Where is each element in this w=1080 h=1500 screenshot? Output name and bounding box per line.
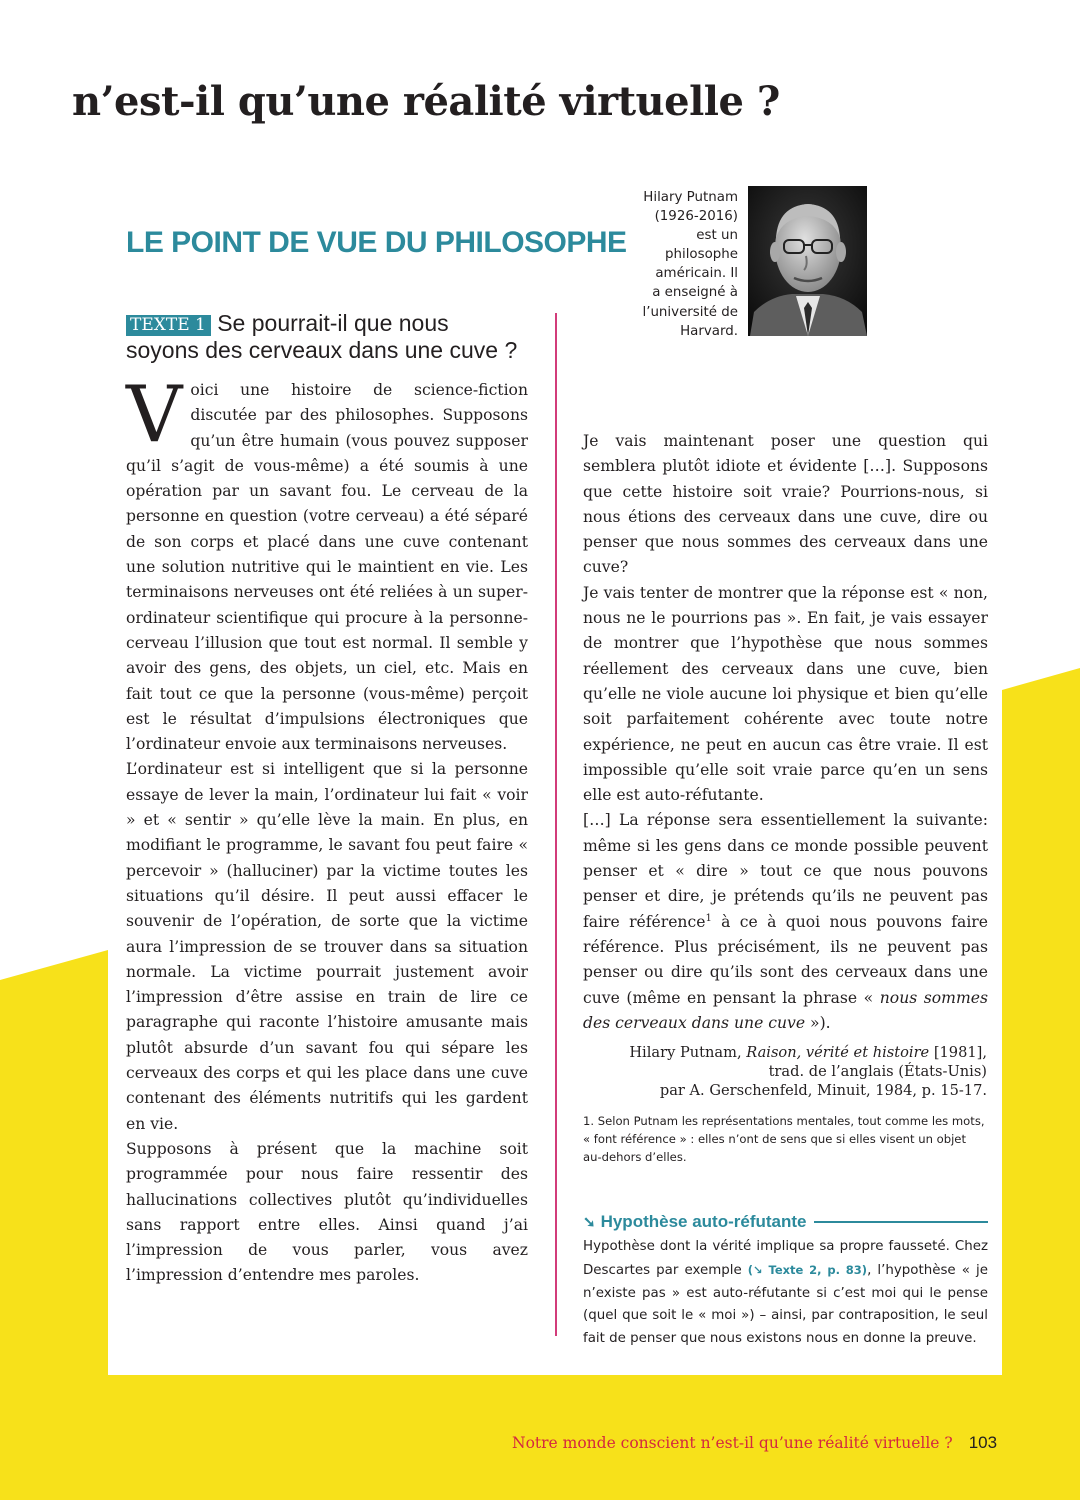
author-caption <box>610 188 738 341</box>
page-heading: n’est-il qu’une réalité virtuelle ? <box>72 78 780 125</box>
paragraph-text: à ce à quoi nous pouvons faire référence. Plus précisément, ils ne peuvent pas penser ou dire qu’ils sont des cerveaux dans une cuve (même en pensant la phrase « <box>583 912 988 1007</box>
definition-text: , l’hypothèse « je n’existe pas » est auto-réfutante si c’est moi qui le pense (quel que soit le « moi ») – ainsi, par contraposition, le seul fait de penser que nous existons nous en donne la preuve. <box>583 1262 988 1347</box>
paragraph: Supposons à présent que la machine soit programmée pour nous faire ressentir des hallucinations collectives plutôt qu’individuelles sans rapport entre elles. Ainsi quand j’ai l’impression de vous parler, vous avez l’impression d’entendre mes paroles. <box>126 1139 528 1285</box>
caption-line: (1926-2016) <box>654 209 738 225</box>
left-column <box>126 370 528 1289</box>
citation-line <box>583 1043 987 1062</box>
column-divider <box>555 313 557 1336</box>
caption-line: l’université de <box>642 304 738 320</box>
paragraph: Je vais maintenant poser une question qui semblera plutôt idiote et évidente […]. Supposons que cette histoire soit vraie? Pourrions-nous, si nous étions des cerveaux dans une cuve, dire ou penser que nous sommes des cerveaux dans une cuve? <box>583 432 988 577</box>
paragraph: Je vais tenter de montrer que la réponse est « non, nous ne le pourrions pas ». En fait, je vais essayer de montrer que l’hypothèse que nous sommes réellement des cerveaux dans une cuve, bien qu’elle ne viole aucune loi physique et bien qu’elle soit parfaitement cohérente avec toute notre expérience, ne peut en aucun cas être vraie. Il est impossible qu’elle soit vraie parce qu’en un sens elle est auto-réfutante. <box>583 583 988 805</box>
citation-year: [1981], <box>929 1044 987 1061</box>
definition-title <box>583 1212 988 1232</box>
portrait-photo-icon <box>748 186 867 336</box>
text-title: Se pourrait-il que nous soyons des cerveaux dans une cuve ? <box>126 310 518 363</box>
caption-line: américain. Il <box>655 266 738 282</box>
paragraph <box>583 808 988 1036</box>
section-title: LE POINT DE VUE DU PHILOSOPHE <box>126 226 627 259</box>
footer-title: Notre monde conscient n’est-il qu’une réalité virtuelle ? <box>512 1434 953 1452</box>
page-footer <box>512 1433 997 1453</box>
paragraph: L’ordinateur est si intelligent que si la personne essaye de lever la main, l’ordinateur lui fait « voir » et « sentir » qu’elle lève la main. En plus, en modifiant le programme, le savant fou peut faire « percevoir » (halluciner) par la victime toutes les situations qu’il désire. Il peut aussi effacer le souvenir de l’opération, de sorte que la victime aura l’impression de se trouver dans sa situation normale. La victime pourrait justement avoir l’impression d’être assise en train de lire ce paragraphe qui raconte l’histoire amusante mais plutôt absurde d’un savant fou qui sépare les cerveaux des corps et qui les place dans une cuve contenant des éléments nutritifs qui les gardent en vie. <box>126 760 528 1133</box>
cross-reference-link[interactable]: (↘ Texte 2, p. 83) <box>747 1262 868 1277</box>
right-column <box>583 429 988 1036</box>
definition-body <box>583 1236 988 1351</box>
text-badge: TEXTE 1 <box>126 315 211 336</box>
paragraph <box>126 370 528 757</box>
definition-title-text: Hypothèse auto-réfutante <box>600 1212 807 1231</box>
citation-line: par A. Gerschenfeld, Minuit, 1984, p. 15-17. <box>659 1082 987 1099</box>
text-heading <box>126 310 526 364</box>
footnote: 1. Selon Putnam les représentations mentales, tout comme les mots, « font référence » : elles n’ont de sens que si elles visent un objet au-dehors d’elles. <box>583 1114 985 1164</box>
paragraph-text: oici une histoire de science-fiction discutée par des philosophes. Supposons qu’un être humain (vous pouvez supposer qu’il s’agit de vous-même) a été soumis à une opération par un savant fou. Le cerveau de la personne en question (votre cerveau) a été séparé de son corps et placé dans une cuve contenant une solution nutritive qui le maintient en vie. Les terminaisons nerveuses ont été reliées à un super-ordinateur scientifique qui procure à la personne-cerveau l’illusion que tout est normal. Il semble y avoir des gens, des objets, un ciel, etc. Mais en fait tout ce que la personne (vous-même) perçoit est le résultat d’impulsions électroniques que l’ordinateur envoie aux terminaisons nerveuses. <box>126 381 528 754</box>
drop-cap: V <box>126 370 183 460</box>
definition-text: Hypothèse dont la vérité implique sa propre fausseté. Chez Descartes par exemple <box>583 1239 988 1278</box>
italic-phrase: nous sommes des cerveaux dans une cuve <box>583 988 988 1032</box>
citation-author: Hilary Putnam, <box>629 1044 747 1061</box>
citation-work: Raison, vérité et histoire <box>746 1044 930 1061</box>
paragraph-text: »). <box>805 1013 831 1032</box>
caption-line: philosophe <box>664 247 738 263</box>
paragraph-text: […] La réponse sera essentiellement la suivante: même si les gens dans ce monde possible peuvent penser et « dire » tout ce que nous pouvons penser et dire, je prétends qu’ils ne peuvent pas faire référence <box>583 811 988 931</box>
page-number: 103 <box>968 1433 998 1452</box>
caption-line: est un <box>696 228 738 244</box>
caption-line: Hilary Putnam <box>643 190 738 205</box>
caption-line: Harvard. <box>680 323 738 339</box>
arrow-icon: ➘ <box>583 1214 596 1231</box>
citation <box>583 1043 987 1100</box>
citation-line: trad. de l’anglais (États-Unis) <box>768 1063 987 1080</box>
definition-rule <box>814 1221 989 1223</box>
caption-line: a enseigné à <box>652 285 738 301</box>
footnote-marker: 1 <box>705 912 712 924</box>
